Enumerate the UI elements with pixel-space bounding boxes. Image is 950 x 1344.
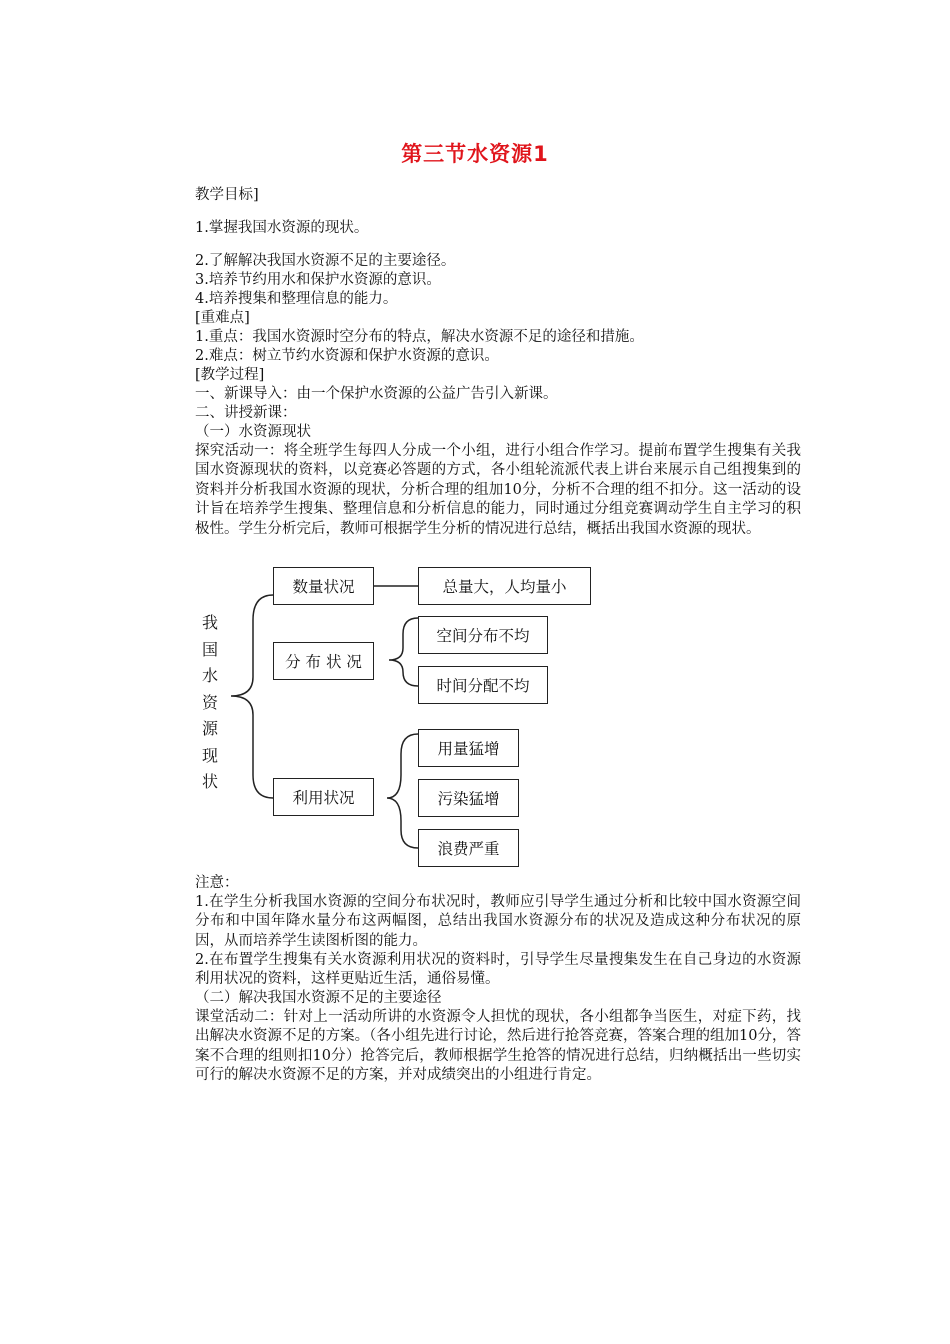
key-point-2: 2.难点：树立节约水资源和保护水资源的意识。 [195,348,499,364]
diagram-root-label: 我 国 水 资 源 现 状 [201,613,218,791]
quantity-detail-box: 总量大，人均量小 [418,567,591,605]
objectives-heading: 教学目标] [195,187,259,203]
note-2-paragraph: 2.在布置学生搜集有关水资源利用状况的资料时，引导学生尽量搜集发生在自己身边的水资源利用状况的资料，这样更贴近生活，通俗易懂。 [195,952,801,988]
process-heading: [教学过程] [195,367,265,383]
section-1-heading: （一）水资源现状 [195,424,311,440]
spatial-distribution-box: 空间分布不均 [418,616,548,654]
water-status-diagram [195,562,605,872]
process-step-2: 二、讲授新课： [195,405,297,421]
waste-box: 浪费严重 [418,829,519,867]
usage-box: 利用状况 [273,778,374,816]
section-2-heading: （二）解决我国水资源不足的主要途径 [195,990,442,1006]
temporal-distribution-box: 时间分配不均 [418,666,548,704]
key-point-1: 1.重点：我国水资源时空分布的特点，解决水资源不足的途径和措施。 [195,329,644,345]
objective-item-4: 4.培养搜集和整理信息的能力。 [195,291,398,307]
diagram-connectors [195,562,605,872]
process-step-1: 一、新课导入：由一个保护水资源的公益广告引入新课。 [195,386,558,402]
distribution-box: 分 布 状 况 [273,642,374,680]
activity-2-paragraph: 课堂活动二：针对上一活动所讲的水资源令人担忧的现状，各小组都争当医生，对症下药，找出解决水资源不足的方案。（各小组先进行讨论，然后进行抢答竞赛，答案合理的组加10分，答案不合理的组则扣10分）抢答完后，教师根据学生抢答的情况进行总结，归纳概括出一些切实可行的解决水资源不足的方案，并对成绩突出的小组进行肯定。 [195,1009,801,1084]
objective-item-1: 1.掌握我国水资源的现状。 [195,220,369,236]
note-1-paragraph: 1.在学生分析我国水资源的空间分布状况时，教师应引导学生通过分析和比较中国水资源空间分布和中国年降水量分布这两幅图，总结出我国水资源分布的状况及造成这种分布状况的原因，从而培养学生读图析图的能力。 [195,894,801,949]
key-points-heading: [重难点] [195,310,250,326]
page-title: 第三节水资源1 [401,142,549,166]
activity-1-paragraph: 探究活动一：将全班学生每四人分成一个小组，进行小组合作学习。提前布置学生搜集有关我国水资源现状的资料，以竞赛必答题的方式，各小组轮流派代表上讲台来展示自己组搜集到的资料并分析我国水资源的现状，分析合理的组加10分，分析不合理的组不扣分。这一活动的设计旨在培养学生搜集、整理信息和分析信息的能力，同时通过分组竞赛调动学生自主学习的积极性。学生分析完后，教师可根据学生分析的情况进行总结，概括出我国水资源的现状。 [195,443,801,537]
quantity-box: 数量状况 [273,567,374,605]
usage-increase-box: 用量猛增 [418,729,519,767]
notes-heading: 注意： [195,875,239,891]
pollution-increase-box: 污染猛增 [418,779,519,817]
objective-item-3: 3.培养节约用水和保护水资源的意识。 [195,272,441,288]
objective-item-2: 2.了解解决我国水资源不足的主要途径。 [195,253,456,269]
